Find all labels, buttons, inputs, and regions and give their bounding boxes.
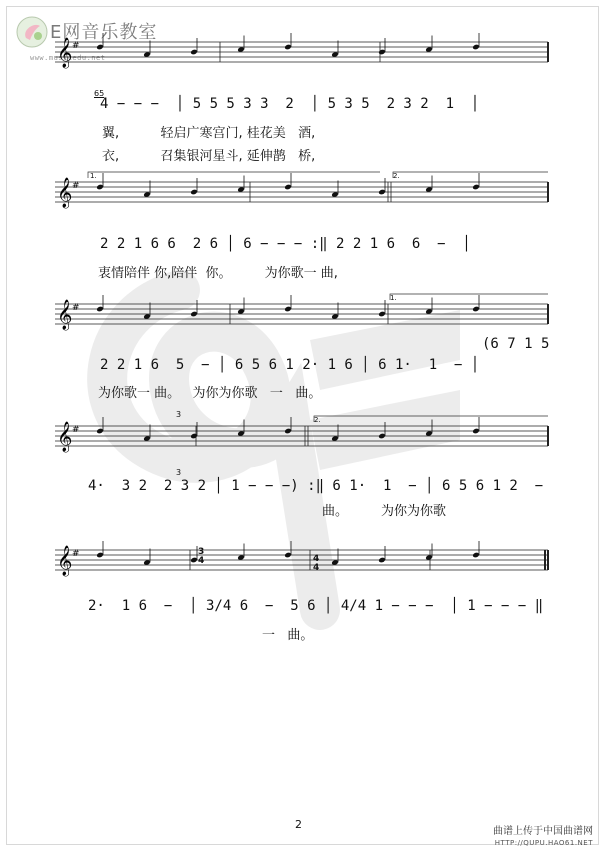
treble-clef-icon: 𝄞	[57, 38, 73, 68]
time-sig-4-4: 4 4	[313, 554, 320, 573]
footer-line-2: HTTP://QUPU.HAO61.NET	[494, 839, 593, 847]
jianpu-row-3-grace: (6 7 1 5	[482, 336, 550, 352]
page-number: 2	[295, 818, 302, 831]
site-title: E网音乐教室	[50, 22, 158, 43]
sharp-icon: #	[72, 41, 80, 51]
volta-bracket	[314, 416, 548, 422]
footer-credit	[493, 826, 593, 849]
tempo-mark: 65	[94, 89, 105, 98]
jianpu-row-1: 4 − − − │ 5 5 5 3 3 2 │ 5 3 5 2 3 2 1 │	[100, 96, 480, 112]
triplet-mark: 3	[176, 410, 182, 419]
lyric-row-3: 为你歌一 曲。 为你为你歌 一 曲。	[98, 386, 322, 401]
volta-bracket	[88, 172, 380, 178]
footer-line-1: 曲谱上传于中国曲谱网	[493, 826, 593, 837]
treble-clef-icon: 𝄞	[57, 546, 73, 576]
volta-2-label: 2.	[393, 172, 400, 180]
jianpu-row-3: 2 2 1 6 5 − │ 6 5 6 1 2· 1 6 │ 6 1· 1 − │	[100, 357, 480, 373]
jianpu-row-5: 2· 1 6 − │ 3/4 6 − 5 6 │ 4/4 1 − − − │ 1 − − − ‖	[88, 598, 544, 614]
volta-2-label-row-4: 2.	[314, 416, 321, 424]
volta-bracket	[390, 294, 548, 300]
lyric-row-2: 衷情陪伴 你,陪伴 你。 为你歌一 曲,	[98, 266, 338, 281]
volta-1-label: 1.	[90, 172, 97, 180]
treble-clef-icon: 𝄞	[57, 178, 73, 208]
lyric-row-1-verse-2: 衣, 召集银河星斗, 延伸鹊 桥,	[102, 149, 316, 164]
sharp-icon: #	[72, 181, 80, 191]
lyric-row-5: 一 曲。	[262, 628, 314, 643]
time-sig-3-4: 3 4	[198, 547, 205, 566]
treble-clef-icon: 𝄞	[57, 300, 73, 330]
sharp-icon: #	[72, 549, 80, 559]
treble-clef-icon: 𝄞	[57, 422, 73, 452]
triplet-mark-jianpu: 3	[176, 468, 182, 477]
volta-1-label-row-3: 1.	[390, 294, 397, 302]
site-url: www.musicedu.net	[30, 54, 106, 62]
sharp-icon: #	[72, 303, 80, 313]
jianpu-row-2: 2 2 1 6 6 2 6 │ 6 − − − :‖ 2 2 1 6 6 − │	[100, 236, 471, 252]
jianpu-row-4: 4· 3 2 2 3 2 │ 1 − − −) :‖ 6 1· 1 − │ 6 5 6 1 2 −	[88, 478, 544, 494]
volta-bracket	[393, 172, 548, 178]
lyric-row-4: 曲。 为你为你歌	[322, 504, 447, 519]
sharp-icon: #	[72, 425, 80, 435]
lyric-row-1-verse-1: 翼, 轻启广寒宫门, 桂花美 酒,	[102, 126, 316, 141]
